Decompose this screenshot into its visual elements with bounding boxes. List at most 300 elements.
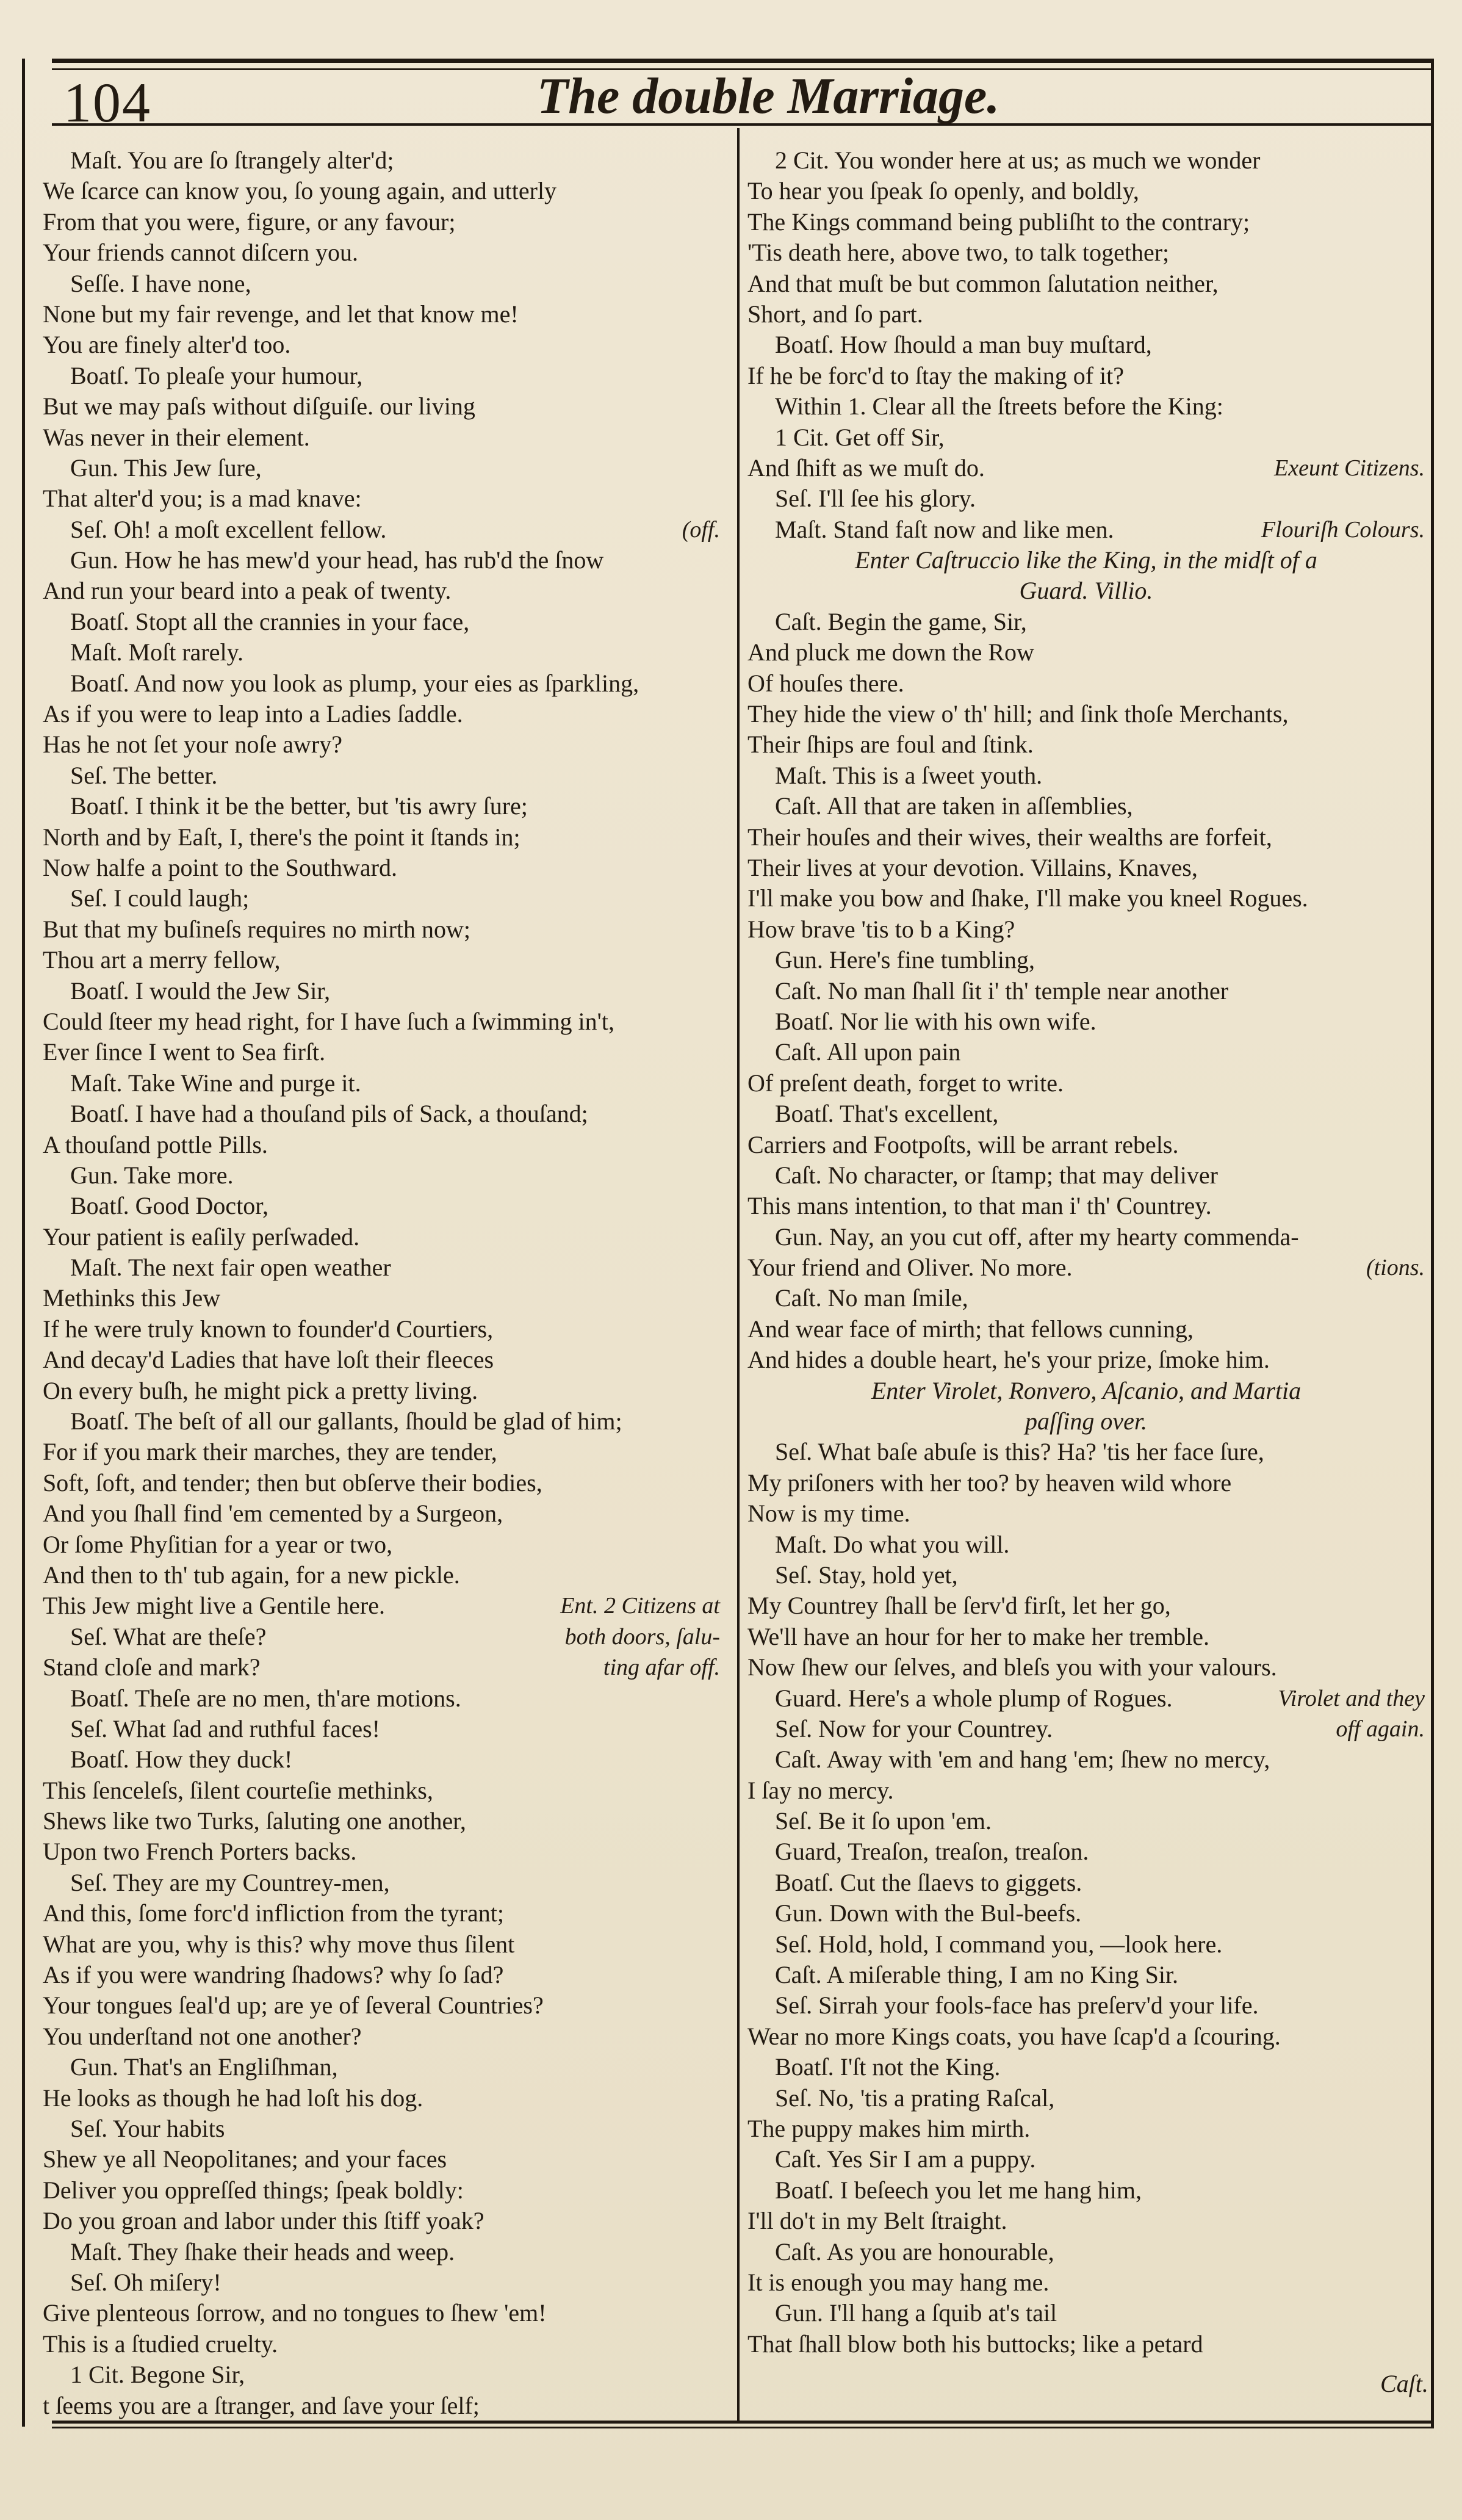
text-line [747,1160,1425,1191]
line-text: Seſſe. I have none, [70,269,251,297]
text-line [747,1468,1425,1498]
line-text: Methinks this Jew [43,1284,221,1312]
text-line [43,2359,720,2390]
line-text: Seſ. The better. [70,761,218,789]
line-text: If he be forc'd to ſtay the making of it? [747,361,1124,389]
line-text: Gun. Here's fine tumbling, [775,946,1035,974]
line-text: Caſt. No character, or ſtamp; that may deliver [775,1161,1218,1189]
text-line [43,1314,720,1345]
text-line [747,1560,1425,1590]
line-text: Maſt. The next fair open weather [70,1254,391,1282]
text-line [747,976,1425,1006]
line-text: Give plenteous ſorrow, and no tongues to ſhew 'em! [43,2299,547,2327]
line-text: Maſt. Moſt rarely. [70,638,244,666]
stage-direction [747,545,1425,576]
text-line [43,1160,720,1191]
line-text: None but my fair revenge, and let that know me! [43,300,519,328]
line-text: Boatſ. I beſeech you let me hang him, [775,2176,1142,2204]
line-text: Seſ. What are theſe? [70,1622,267,1650]
text-line [747,914,1425,945]
line-text: Boatſ. To pleaſe your humour, [70,361,363,389]
line-text: We'll have an hour for her to make her tremble. [747,1622,1210,1650]
text-line [43,1560,720,1590]
text-line [747,2298,1425,2328]
line-text: Boatſ. I'ſt not the King. [775,2053,1001,2081]
text-line [43,1376,720,1406]
line-text: Shews like two Turks, ſaluting one another, [43,1807,466,1835]
text-line [747,2237,1425,2267]
line-text: Boatſ. Cut the ſlaevs to giggets. [775,1868,1082,1896]
margin-stage-note: (tions. [1366,1255,1425,1281]
line-text: Has he not ſet your noſe awry? [43,731,342,759]
text-line [747,2083,1425,2114]
line-text: Caſt. No man ſmile, [775,1284,968,1312]
line-text: Caſt. As you are honourable, [775,2237,1054,2265]
text-line [43,729,720,760]
text-line [43,1868,720,1898]
text-line [43,269,720,299]
text-line [43,1806,720,1836]
line-text: I ſay no mercy. [747,1776,894,1804]
text-line [43,330,720,360]
text-line [43,2298,720,2328]
line-text: 1 Cit. Begone Sir, [70,2361,245,2389]
line-text: Their houſes and their wives, their wealths are forfeit, [747,823,1272,851]
text-line [43,453,720,483]
line-text: He looks as though he had loſt his dog. [43,2084,423,2112]
text-line [747,791,1425,821]
text-line [43,361,720,391]
line-text: paſſing over. [1025,1407,1147,1435]
text-line [747,2329,1425,2359]
text-line [747,1529,1425,1560]
line-text: Gun. I'll hang a ſquib at's tail [775,2299,1057,2327]
line-text: Maſt. This is a ſweet youth. [775,761,1043,789]
text-line [43,2021,720,2052]
text-line [747,1929,1425,1960]
text-line [747,1498,1425,1529]
text-line [43,1437,720,1467]
text-line [43,483,720,514]
line-text: Seſ. What baſe abuſe is this? Ha? 'tis her face ſure, [775,1438,1264,1466]
line-text: This Jew might live a Gentile here. [43,1592,385,1620]
line-text: 'Tis death here, above two, to talk together; [747,239,1170,267]
right-frame-rule [1431,59,1434,2427]
line-text: Seſ. Hold, hold, I command you, —look here. [775,1930,1223,1958]
line-text: Their lives at your devotion. Villains, Knaves, [747,853,1198,881]
text-line [43,1529,720,1560]
text-line [43,1130,720,1160]
line-text: Guard. Here's a whole plump of Rogues. [775,1684,1173,1712]
margin-stage-note: Virolet and they [1278,1685,1425,1711]
text-line [43,822,720,853]
line-text: On every buſh, he might pick a pretty living. [43,1376,478,1404]
line-text: Or ſome Phyſitian for a year or two, [43,1530,393,1558]
margin-stage-note: Flouriſh Colours. [1261,516,1425,543]
text-line [43,2237,720,2267]
line-text: Boatſ. And now you look as plump, your eies as ſparkling, [70,669,639,697]
text-line [747,1099,1425,1129]
text-line [43,1222,720,1252]
line-text: My priſoners with her too? by heaven wild whore [747,1468,1232,1496]
line-text: A thouſand pottle Pills. [43,1130,268,1158]
line-text: Boatſ. That's excellent, [775,1100,999,1128]
text-line [43,299,720,330]
line-text: From that you were, figure, or any favour; [43,208,456,236]
margin-stage-note: (off. [682,516,720,543]
text-line [747,729,1425,760]
text-line [43,2267,720,2298]
line-text: This is a ſtudied cruelty. [43,2330,278,2358]
line-text: Seſ. Now for your Countrey. [775,1714,1053,1742]
line-text: Gun. Take more. [70,1161,234,1189]
line-text: Boatſ. How they duck! [70,1746,293,1774]
text-line [43,207,720,237]
text-line [747,1252,1425,1283]
line-text: This mans intention, to that man i' th' Countrey. [747,1192,1212,1220]
text-line [747,699,1425,729]
text-line [43,1068,720,1099]
line-text: Thou art a merry fellow, [43,946,281,974]
text-line [43,176,720,206]
text-line [747,1222,1425,1252]
line-text: Maſt. They ſhake their heads and weep. [70,2237,455,2265]
text-line [43,422,720,453]
line-text: And ſhift as we muſt do. [747,453,985,482]
text-line [747,1068,1425,1099]
column-divider [737,128,740,2423]
line-text: Gun. This Jew ſure, [70,453,262,482]
text-line [747,514,1425,545]
text-line [747,1622,1425,1652]
text-line [747,2114,1425,2144]
text-line [747,1006,1425,1037]
line-text: t ſeems you are a ſtranger, and ſave your ſelf; [43,2391,480,2419]
text-line [747,176,1425,206]
line-text: And pluck me down the Row [747,638,1034,666]
line-text: And then to th' tub again, for a new pickle. [43,1561,460,1589]
line-text: 2 Cit. You wonder here at us; as much we wonder [775,146,1261,174]
line-text: Caſt. All upon pain [775,1038,961,1066]
catchword: Caſt. [1380,2370,1428,2397]
line-text: Deliver you oppreſſed things; ſpeak boldly: [43,2176,464,2204]
text-line [43,1990,720,2021]
text-line [747,391,1425,422]
text-line [43,2052,720,2082]
text-line [747,207,1425,237]
line-text: Gun. Down with the Bul-beefs. [775,1899,1082,1927]
line-text: Ever ſince I went to Sea firſt. [43,1038,326,1066]
text-line [43,1191,720,1221]
line-text: Enter Caſtruccio like the King, in the midſt of a [855,546,1317,574]
line-text: Stand cloſe and mark? [43,1653,261,1681]
margin-stage-note: Ent. 2 Citizens at [560,1593,720,1619]
text-line [43,1929,720,1960]
text-line [43,1652,720,1683]
text-line [43,914,720,945]
line-text: Now halfe a point to the Southward. [43,853,397,881]
text-line [747,607,1425,637]
line-text: Boatſ. Good Doctor, [70,1192,269,1220]
line-text: Maſt. Do what you will. [775,1530,1010,1558]
text-line [747,330,1425,360]
line-text: Seſ. I could laugh; [70,884,250,912]
line-text: Boatſ. Stopt all the crannies in your face, [70,607,470,635]
text-line [747,483,1425,514]
text-line [747,2021,1425,2052]
text-line [43,1622,720,1652]
bottom-border-rule-thin [52,2427,1434,2428]
text-line [747,1130,1425,1160]
line-text: We ſcarce can know you, ſo young again, and utterly [43,177,557,205]
line-text: To hear you ſpeak ſo openly, and boldly, [747,177,1139,205]
line-text: My Countrey ſhall be ſerv'd firſt, let her go, [747,1592,1171,1620]
text-line [747,145,1425,176]
line-text: You underſtand not one another? [43,2022,362,2050]
text-line [747,2267,1425,2298]
text-line [747,237,1425,268]
line-text: Seſ. I'll ſee his glory. [775,485,976,513]
line-text: Now is my time. [747,1500,910,1528]
text-line [747,853,1425,883]
line-text: Do you groan and labor under this ſtiff yoak? [43,2207,484,2235]
line-text: Boatſ. Nor lie with his own wife. [775,1007,1096,1035]
text-line [43,2329,720,2359]
line-text: Your tongues ſeal'd up; are ye of ſeveral Countries? [43,1991,544,2020]
line-text: Seſ. Oh! a moſt excellent fellow. [70,515,387,543]
text-line [43,976,720,1006]
line-text: Guard. Villio. [1019,577,1153,605]
text-line [43,2175,720,2206]
text-line [43,637,720,668]
line-text: And run your beard into a peak of twenty. [43,577,452,605]
text-line [43,1345,720,1375]
text-line [747,760,1425,791]
text-line [43,391,720,422]
line-text: Carriers and Footpoſts, will be arrant rebels. [747,1130,1179,1158]
line-text: Their ſhips are foul and ſtink. [747,731,1034,759]
text-line [747,822,1425,853]
text-line [43,2144,720,2175]
text-line [43,576,720,606]
text-line [747,1990,1425,2021]
text-line [747,269,1425,299]
text-line [747,361,1425,391]
line-text: They hide the view o' th' hill; and ſink thoſe Merchants, [747,700,1289,728]
text-line [747,1898,1425,1929]
text-line [43,1775,720,1806]
line-text: Caſt. All that are taken in aſſemblies, [775,792,1133,820]
line-text: Your friends cannot diſcern you. [43,239,358,267]
line-text: Seſ. Your habits [70,2115,225,2142]
text-line [43,1006,720,1037]
line-text: I'll do't in my Belt ſtraight. [747,2207,1007,2235]
line-text: Gun. How he has mew'd your head, has rub'd the ſnow [70,546,604,574]
text-line [43,945,720,975]
line-text: Maſt. Stand faſt now and like men. [775,515,1114,543]
line-text: What are you, why is this? why move thus ſilent [43,1930,515,1958]
line-text: Caſt. No man ſhall ſit i' th' temple near another [775,977,1229,1005]
text-line [43,760,720,791]
text-line [747,1314,1425,1345]
text-line [43,1283,720,1313]
line-text: Of preſent death, forget to write. [747,1069,1064,1097]
stage-direction [747,1406,1425,1437]
top-border-rule [52,59,1434,63]
line-text: Was never in their element. [43,423,310,451]
text-line [43,1590,720,1621]
line-text: For if you mark their marches, they are tender, [43,1438,497,1466]
text-line [43,883,720,914]
text-line [43,668,720,699]
text-line [43,145,720,176]
line-text: Caſt. Yes Sir I am a puppy. [775,2145,1036,2173]
line-text: If he were truly known to founder'd Courtiers, [43,1315,494,1343]
text-line [747,1652,1425,1683]
text-line [747,637,1425,668]
text-line [43,514,720,545]
text-line [43,607,720,637]
left-column [43,145,720,2421]
text-line [747,668,1425,699]
line-text: Your friend and Oliver. No more. [747,1254,1073,1282]
line-text: And hides a double heart, he's your prize, ſmoke him. [747,1346,1270,1374]
text-line [747,1775,1425,1806]
line-text: As if you were to leap into a Ladies ſaddle. [43,700,463,728]
line-text: Soft, ſoft, and tender; then but obſerve their bodies, [43,1468,542,1496]
line-text: It is enough you may hang me. [747,2268,1050,2296]
line-text: Caſt. A miſerable thing, I am no King Sir. [775,1961,1179,1989]
text-line [43,1898,720,1929]
line-text: And wear face of mirth; that fellows cunning, [747,1315,1194,1343]
line-text: How brave 'tis to b a King? [747,915,1015,943]
text-line [747,1191,1425,1221]
text-line [43,2391,720,2421]
line-text: Boatſ. I would the Jew Sir, [70,977,331,1005]
line-text: As if you were wandring ſhadows? why ſo ſad? [43,1961,504,1989]
text-line [747,1868,1425,1898]
line-text: And this, ſome forc'd infliction from the tyrant; [43,1899,504,1927]
page-number: 104 [63,71,151,134]
text-line [747,1590,1425,1621]
line-text: This ſenceleſs, ſilent courteſie methinks, [43,1776,433,1804]
text-line [747,1683,1425,1714]
text-line [43,1037,720,1067]
margin-stage-note: off again. [1336,1716,1425,1742]
text-line [43,2083,720,2114]
line-text: You are finely alter'd too. [43,331,291,359]
text-line [43,1252,720,1283]
text-line [43,791,720,821]
running-title: The double Marriage. [537,68,1000,125]
line-text: But we may paſs without diſguiſe. our living [43,392,475,421]
left-frame-rule [22,59,25,2427]
text-line [43,1836,720,1867]
stage-direction [747,1376,1425,1406]
text-line [747,1744,1425,1775]
line-text: Short, and ſo part. [747,300,923,328]
text-line [747,1345,1425,1375]
text-line [747,1806,1425,1836]
line-text: But that my buſineſs requires no mirth now; [43,915,471,943]
line-text: Seſ. Be it ſo upon 'em. [775,1807,992,1835]
text-line [747,1037,1425,1067]
line-text: Seſ. No, 'tis a prating Raſcal, [775,2084,1055,2112]
stage-direction [747,576,1425,606]
text-line [747,2206,1425,2236]
text-line [43,2206,720,2236]
text-line [747,945,1425,975]
text-line [43,1960,720,1990]
line-text: Maſt. Take Wine and purge it. [70,1069,361,1097]
text-line [43,699,720,729]
right-column [747,145,1425,2359]
line-text: Seſ. Oh miſery! [70,2268,221,2296]
text-line [747,1714,1425,1744]
line-text: Boatſ. The beſt of all our gallants, ſhould be glad of him; [70,1407,622,1435]
text-line [43,237,720,268]
text-line [747,299,1425,330]
line-text: That alter'd you; is a mad knave: [43,485,362,513]
text-line [43,2114,720,2144]
text-line [747,2144,1425,2175]
line-text: The Kings command being publiſht to the contrary; [747,208,1250,236]
margin-stage-note: Exeunt Citizens. [1274,455,1425,481]
text-line [43,1683,720,1714]
text-line [43,1099,720,1129]
text-line [747,422,1425,453]
line-text: Now ſhew our ſelves, and bleſs you with your valours. [747,1653,1277,1681]
line-text: And that muſt be but common ſalutation neither, [747,269,1219,297]
line-text: Wear no more Kings coats, you have ſcap'd a ſcouring. [747,2022,1281,2050]
line-text: Gun. That's an Engliſhman, [70,2053,338,2081]
text-line [747,2175,1425,2206]
text-line [43,1406,720,1437]
line-text: Maſt. You are ſo ſtrangely alter'd; [70,146,394,174]
line-text: Boatſ. I think it be the better, but 'tis awry ſure; [70,792,528,820]
text-line [43,1468,720,1498]
line-text: Boatſ. Theſe are no men, th'are motions. [70,1684,461,1712]
line-text: The puppy makes him mirth. [747,2115,1031,2142]
text-line [747,1437,1425,1467]
text-line [747,883,1425,914]
line-text: Seſ. Stay, hold yet, [775,1561,958,1589]
line-text: Guard, Treaſon, treaſon, treaſon. [775,1838,1089,1866]
line-text: Could ſteer my head right, for I have ſuch a ſwimming in't, [43,1007,614,1035]
line-text: 1 Cit. Get off Sir, [775,423,945,451]
line-text: Within 1. Clear all the ſtreets before the King: [775,392,1223,421]
text-line [747,453,1425,483]
line-text: Caſt. Begin the game, Sir, [775,607,1027,635]
line-text: Enter Virolet, Ronvero, Aſcanio, and Martia [871,1376,1302,1404]
line-text: Upon two French Porters backs. [43,1838,357,1866]
text-line [43,853,720,883]
line-text: Boatſ. How ſhould a man buy muſtard, [775,331,1152,359]
text-line [747,1283,1425,1313]
line-text: And decay'd Ladies that have loſt their fleeces [43,1346,494,1374]
text-line [43,545,720,576]
line-text: Your patient is eaſily perſwaded. [43,1222,360,1251]
margin-stage-note: ting afar off. [603,1655,720,1681]
line-text: Seſ. Sirrah your fools-face has preſerv'd your life. [775,1991,1259,2020]
text-line [747,2052,1425,2082]
line-text: Gun. Nay, an you cut off, after my hearty commenda- [775,1222,1299,1251]
line-text: Caſt. Away with 'em and hang 'em; ſhew no mercy, [775,1746,1270,1774]
line-text: And you ſhall find 'em cemented by a Surgeon, [43,1500,503,1528]
line-text: I'll make you bow and ſhake, I'll make you kneel Rogues. [747,884,1308,912]
line-text: Shew ye all Neopolitanes; and your faces [43,2145,447,2173]
line-text: Of houſes there. [747,669,904,697]
